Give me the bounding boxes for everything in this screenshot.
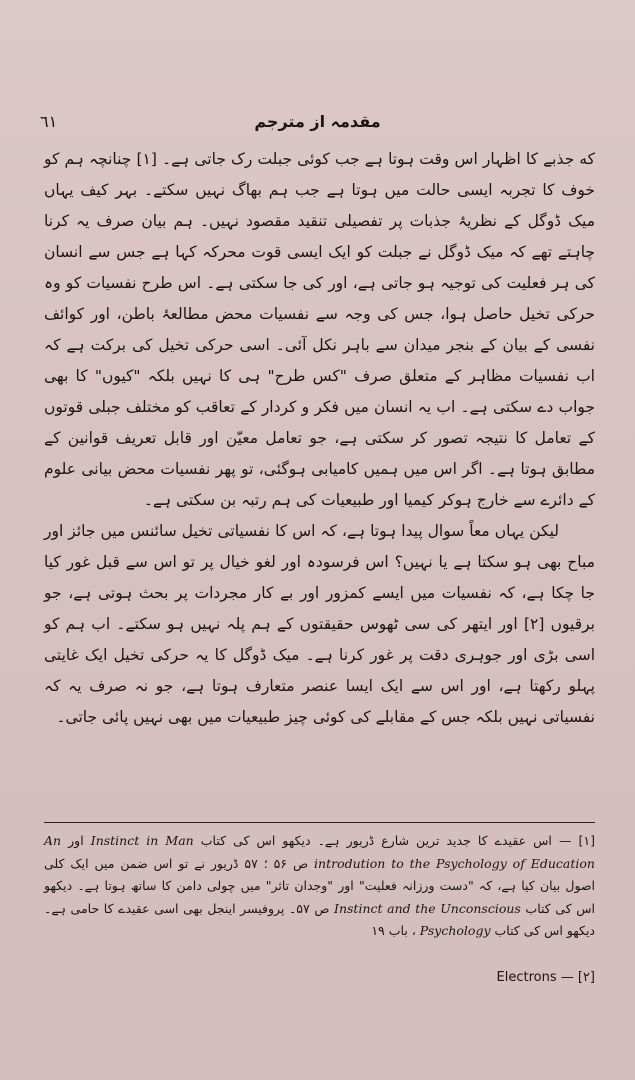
fn1-part-e: ، باب ۱۹ bbox=[371, 923, 416, 938]
fn1-title-psychology-of-education: An introdution to the Psychology of Education bbox=[44, 833, 595, 871]
fn1-title-psychology: Psychology bbox=[419, 923, 491, 938]
fn1-part-b: اور bbox=[68, 833, 84, 848]
fn1-title-instinct-and-unconscious: Instinct and the Unconscious bbox=[334, 900, 521, 916]
paragraph-1: که جذبے کا اظہار اس وقت ہوتا ہے جب کوئی جبلت رک جاتی ہے۔ [۱] چنانچہ ہم کو خوف کا تجربہ ایسی حالت میں ہوتا ہے جب ہم بھاگ نہیں سکتے۔ بہر کیف یہاں میک ڈوگل کے نظریۂ جذبات پر تفصیلی تنقید مقصود نہیں۔ ہم بیان صرف یہ کرنا چاہتے تھے کہ میک ڈوگل نے جبلت کو ایک ایسی قوت محرکہ کہا ہے جس سے انسان کی ہر فعلیت کی توجیہ ہو جاتی ہے، اور کی جا سکتی ہے۔ اس طرح نفسیات کو وہ حرکی تخیل حاصل ہوا، جس کی وجہ سے نفسیات محض مطالعۂ باطن، اور کوائف نفسی کے بیان کے بنجر میدان سے باہر نکل آئی۔ اسی حرکی تخیل کی برکت ہے کہ اب نفسیات مظاہر کے متعلق صرف "کس طرح" ہی کا نہیں بلکہ "کیوں" کا بھی جواب دے سکتی ہے۔ اب یہ انسان میں فکر و کردار کے تعاقب کو مختلف جبلی قوتوں کے تعامل کا نتیجہ تصور کر سکتی ہے، جو تعامل معیّن اور قابل تعریف قوانین کے مطابق ہوتا ہے۔ اگر اس میں ہمیں کامیابی ہوگئی، تو پھر نفسیات محض بیانی علوم کے دائرے سے خارج ہوکر کیمیا اور طبیعیات کی ہم رتبہ بن سکتی ہے۔ bbox=[44, 150, 595, 509]
fn1-part-c: ص ۵۶ ؛ ۵۷ ڈریور نے تو اس ضمن میں ایک کلی اصول بیان کیا ہے، کہ "دست ورزانہ فعلیت" اور "وجدان تاثر" میں چولی دامن کا ساتھ ہوتا ہے۔ دیکھو اس کی کتاب bbox=[44, 855, 595, 916]
fn1-part-a: [۱] — اس عقیدے کا جدید ترین شارع ڈریور ہے۔ دیکھو اس کی کتاب bbox=[200, 833, 595, 848]
page-heading: مقدمہ از مترجم bbox=[254, 112, 381, 131]
fn1-part-d: ص ۵۷۔ پروفیسر اینجل بھی اسی عقیدے کا حامی ہے۔ دیکھو اس کی کتاب bbox=[44, 900, 595, 938]
fn1-title-instinct-in-man: Instinct in Man bbox=[90, 833, 194, 848]
footnote-divider bbox=[44, 822, 595, 823]
page-number: ٦١ bbox=[40, 112, 58, 131]
paragraph-2: لیکن یہاں معاً سوال پیدا ہوتا ہے، کہ اس کا نفسیاتی تخیل سائنس میں جائز اور مباح بھی ہو سکتا ہے یا نہیں؟ اس فرسودہ اور لغو خیال پر تو اس سے قبل غور کیا جا چکا ہے، کہ نفسیات میں ایسے کمزور اور بے کار مجردات پر بحث ہوتی ہے، جو برقیوں [۲] اور ایتھر کی سی ٹھوس حقیقتوں کے ہم پلہ نہیں ہو سکتے۔ اب ہم کو اسی بڑی اور جوہری دقت پر غور کرنا ہے۔ میک ڈوگل کا یہ حرکی تخیل ایک غایتی پہلو رکھتا ہے، اور اس سے ایک ایسا عنصر متعارف ہوتا ہے، جو نہ صرف یہ کہ نفسیاتی نہیں بلکہ جس کے مقابلے کی کوئی چیز طبیعیات میں بھی نہیں پائی جاتی۔ bbox=[44, 522, 595, 726]
footnote-1 bbox=[44, 830, 595, 943]
footnotes bbox=[44, 830, 595, 943]
body-text bbox=[44, 144, 595, 733]
footnote-2: [۲] — Electrons bbox=[496, 970, 595, 985]
page-header bbox=[40, 112, 595, 136]
